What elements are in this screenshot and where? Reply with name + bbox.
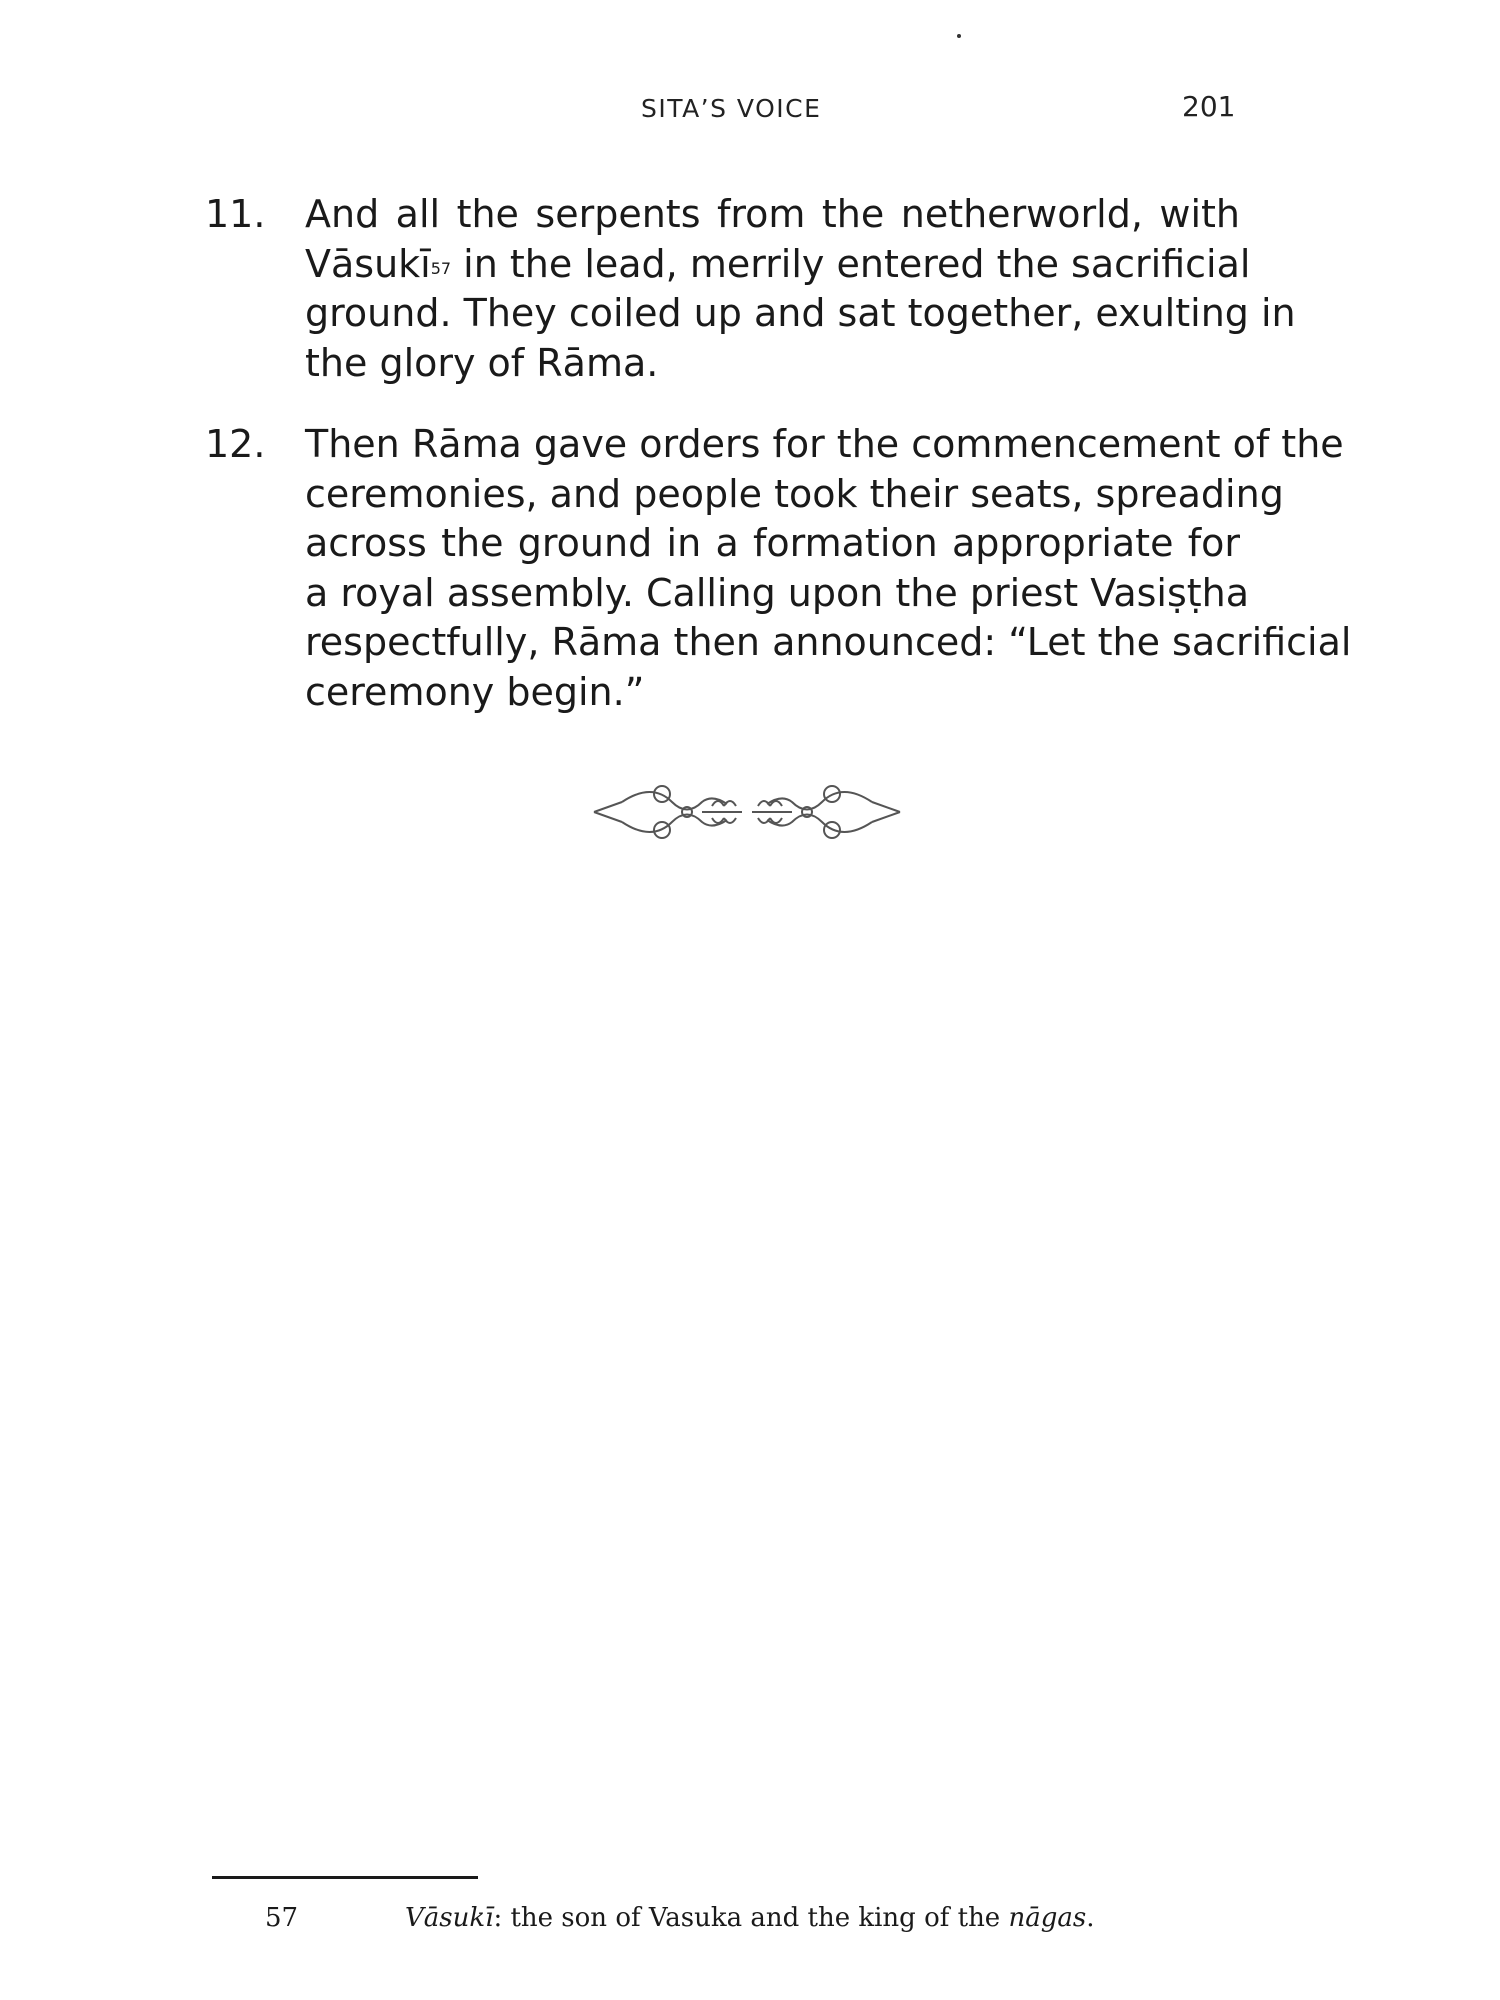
verse-line: a royal assembly. Calling upon the priest Vasiṣṭha: [305, 570, 1250, 615]
verse-line-rest: in the lead, merrily entered the sacrificial: [451, 241, 1251, 286]
verse-line: respectfully, Rāma then announced: “Let the sacrificial: [305, 620, 1352, 664]
verse-line: across the ground in a formation appropriate for: [305, 521, 1240, 565]
verse-line: ceremonies, and people took their seats, spreading: [305, 471, 1284, 516]
footnote-rule: [212, 1876, 478, 1879]
footnote-number: 57: [265, 1903, 299, 1933]
running-head: [0, 88, 1500, 128]
footnote-text-end: .: [1086, 1903, 1095, 1933]
verse-11: [205, 190, 1296, 388]
term-vasuki: Vāsukī: [305, 241, 431, 286]
verse-line: ground. They coiled up and sat together, exulting in: [305, 291, 1296, 335]
verse-line: Then Rāma gave orders for the commencement of the: [305, 422, 1344, 466]
verse-line: the glory of Rāma.: [305, 340, 659, 385]
verse-text: [305, 190, 1296, 388]
stray-mark: [957, 34, 961, 38]
footnote-ref[interactable]: 57: [430, 258, 452, 278]
verse-line: And all the serpents from the netherworld, with: [305, 192, 1240, 236]
verse-number: 12.: [205, 422, 266, 466]
footnote-text: : the son of Vasuka and the king of the: [493, 1903, 1009, 1933]
footnote-body: [405, 1903, 1094, 1933]
page-number: 201: [1182, 90, 1236, 123]
footnote-term-nagas: nāgas: [1008, 1903, 1087, 1933]
footnote-term: Vāsukī: [405, 1903, 494, 1933]
verse-line: [305, 240, 1251, 290]
book-title: SITA’S VOICE: [641, 94, 822, 123]
floral-divider-icon: [592, 772, 902, 852]
verse-12: [205, 420, 1352, 717]
verse-number: 11.: [205, 192, 266, 236]
verse-line: ceremony begin.”: [305, 669, 645, 714]
verse-text: [305, 420, 1352, 717]
